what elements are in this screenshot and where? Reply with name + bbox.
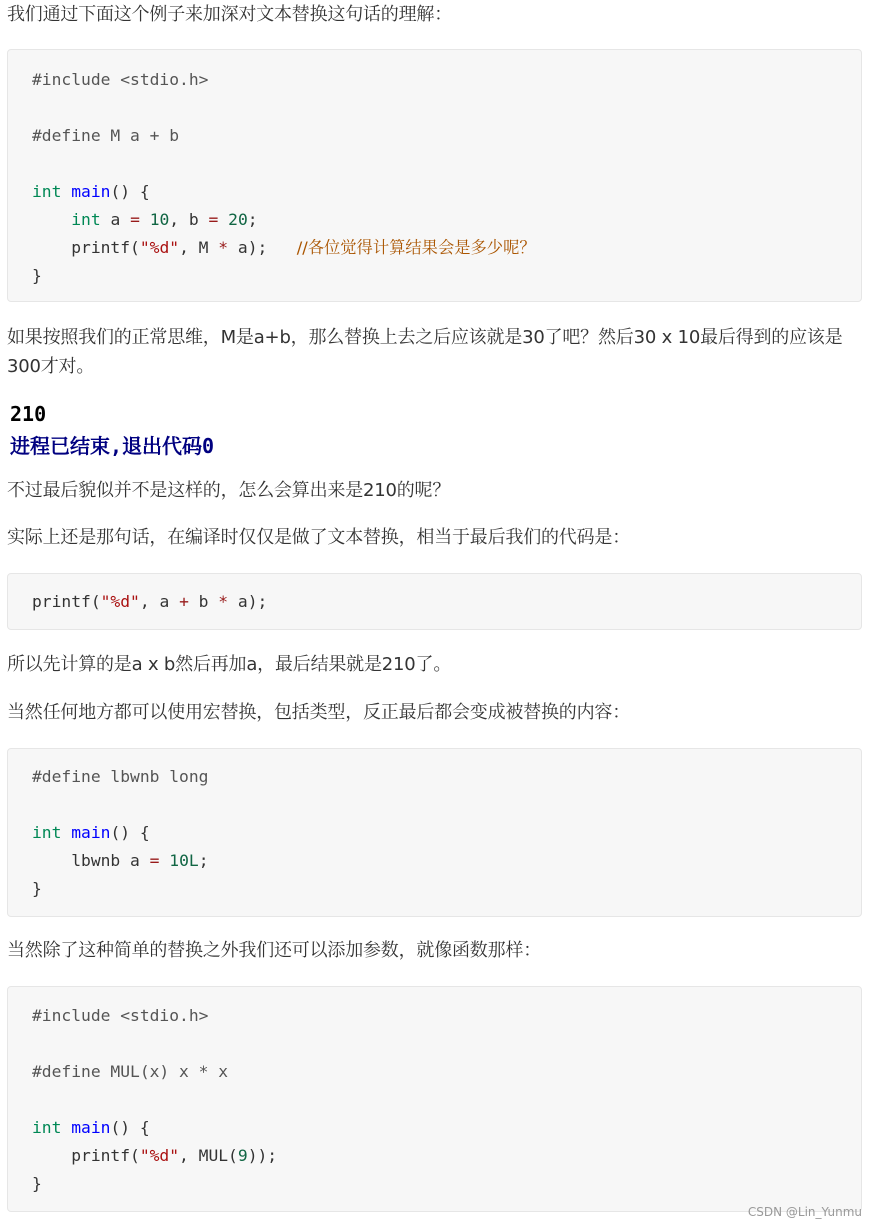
code-text: }: [32, 879, 42, 898]
code-text: ;: [247, 210, 258, 229]
code-keyword: int: [71, 210, 101, 229]
code-operator: =: [130, 210, 140, 229]
code-operator: =: [208, 210, 219, 229]
code-keyword: int: [32, 1118, 62, 1137]
code-block-param-macro: [7, 986, 862, 1212]
code-keyword: int: [32, 182, 62, 201]
paragraph-question: 不过最后貌似并不是这样的，怎么会算出来是210的呢？: [7, 480, 451, 501]
paragraph-explanation: 实际上还是那句话，在编译时仅仅是做了文本替换，相当于最后我们的代码是：: [7, 527, 630, 548]
code-text: a: [100, 210, 131, 229]
paragraph-param-macro: 当然除了这种简单的替换之外我们还可以添加参数，就像函数那样：: [7, 940, 541, 961]
code-text: , MUL(: [179, 1146, 238, 1165]
code-text: printf(: [71, 238, 140, 257]
code-text: b: [188, 592, 219, 611]
code-text: printf(: [32, 1146, 140, 1165]
code-function: main: [71, 1118, 111, 1137]
code-operator: *: [218, 238, 229, 257]
code-number: 10L: [169, 851, 199, 870]
code-text: printf(: [32, 592, 101, 611]
code-content: [32, 1002, 277, 1198]
code-text: [32, 238, 71, 257]
code-operator: *: [218, 592, 229, 611]
code-text: ));: [247, 1146, 278, 1165]
code-text: lbwnb a: [32, 851, 150, 870]
code-block-macro-example: [7, 49, 862, 302]
code-function: main: [71, 823, 111, 842]
code-content: [32, 66, 536, 290]
code-content: [32, 588, 267, 616]
code-content: [32, 763, 209, 903]
paragraph-intro: 我们通过下面这个例子来加深对文本替换这句话的理解：: [7, 4, 452, 25]
code-line: #define MUL(x) x * x: [32, 1062, 229, 1081]
code-line: #define lbwnb long: [32, 767, 209, 786]
code-function: main: [71, 182, 111, 201]
code-text: ;: [198, 851, 209, 870]
code-text: }: [32, 1174, 42, 1193]
paragraph-type-macro: 当然任何地方都可以使用宏替换，包括类型，反正最后都会变成被替换的内容：: [7, 702, 630, 723]
code-block-expanded: [7, 573, 862, 630]
code-text: [32, 210, 71, 229]
code-line: #include <stdio.h>: [32, 70, 209, 89]
code-string: "%d": [139, 1146, 180, 1165]
code-text: () {: [110, 182, 150, 201]
code-operator: =: [149, 851, 160, 870]
code-operator: +: [179, 592, 189, 611]
code-keyword: int: [32, 823, 62, 842]
code-string: "%d": [139, 238, 180, 257]
program-output-message: 进程已结束,退出代码0: [10, 434, 215, 458]
code-text: () {: [110, 1118, 150, 1137]
code-comment: //各位觉得计算结果会是多少呢？: [296, 238, 536, 257]
code-text: , a: [139, 592, 180, 611]
code-text: a);: [228, 238, 297, 257]
code-block-type-macro: [7, 748, 862, 917]
code-line: #include <stdio.h>: [32, 1006, 209, 1025]
code-line: #define M a + b: [32, 126, 180, 145]
watermark: CSDN @Lin_Yunmu: [747, 1205, 862, 1219]
code-number: 20: [228, 210, 248, 229]
code-text: a);: [228, 592, 268, 611]
paragraph-expectation: 如果按照我们的正常思维，M是a+b，那么替换上去之后应该就是30了吧？然后30 x 10最后得到的应该是300才对。: [7, 327, 843, 377]
code-text: , M: [179, 238, 219, 257]
code-string: "%d": [100, 592, 140, 611]
code-text: }: [32, 266, 42, 285]
code-number: 9: [237, 1146, 248, 1165]
code-number: 10: [149, 210, 170, 229]
code-text: , b: [169, 210, 209, 229]
paragraph-result: 所以先计算的是a x b然后再加a，最后结果就是210了。: [7, 654, 452, 675]
code-text: () {: [110, 823, 150, 842]
program-output-value: 210: [10, 402, 47, 426]
